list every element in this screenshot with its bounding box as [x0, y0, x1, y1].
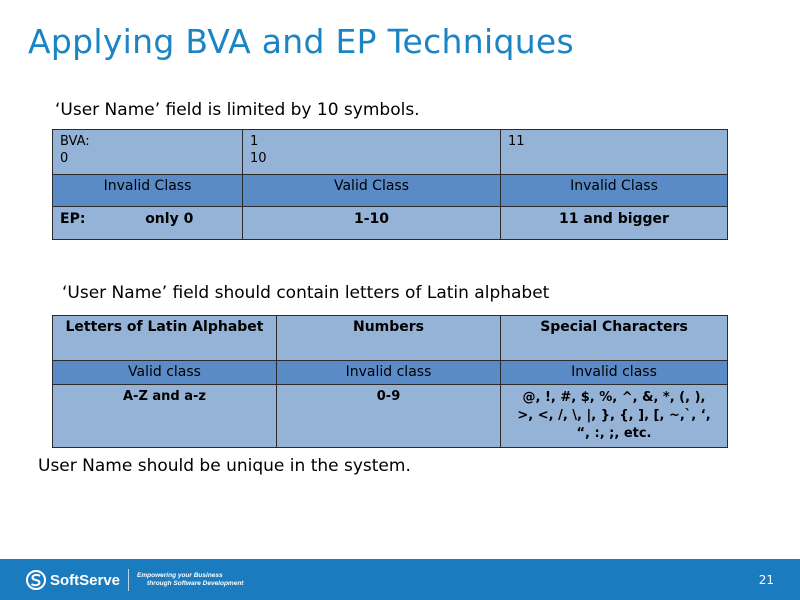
special-characters-cell: @, !, #, $, %, ^, &, *, (, ), >, <, /, \, |, }, {, ], [, ~,`, ‘, “, :, ;, etc.	[501, 385, 728, 448]
cell-line: 1	[250, 134, 259, 149]
softserve-logo	[26, 569, 243, 591]
logo-wordmark: SoftServe	[50, 571, 121, 589]
cell-line: BVA:	[60, 134, 90, 149]
table-cell: 11 and bigger	[501, 207, 728, 240]
table-cell: Invalid Class	[53, 175, 243, 207]
table-cell: 0-9	[277, 385, 501, 448]
table-row	[53, 175, 728, 207]
table-cell	[53, 130, 243, 175]
ep-value: only 0	[145, 211, 194, 227]
table-row	[53, 316, 728, 361]
tagline-line: Empowering your Business	[137, 572, 223, 579]
table-header-cell: Numbers	[277, 316, 501, 361]
table-cell: Invalid Class	[501, 175, 728, 207]
table-cell: Invalid class	[501, 361, 728, 385]
character-class-table	[52, 315, 728, 448]
bva-ep-table	[52, 129, 728, 240]
table-cell: Invalid class	[277, 361, 501, 385]
cell-line: 0	[60, 151, 69, 166]
table-header-cell: Letters of Latin Alphabet	[53, 316, 277, 361]
table-cell: 11	[501, 130, 728, 175]
table-row	[53, 130, 728, 175]
logo-tagline	[137, 572, 243, 588]
table-cell: Valid Class	[243, 175, 501, 207]
table-cell	[243, 130, 501, 175]
table-row	[53, 361, 728, 385]
table-cell: Valid class	[53, 361, 277, 385]
cell-line: 10	[250, 151, 267, 166]
logo-divider	[128, 569, 129, 591]
table-row	[53, 207, 728, 240]
table-cell: 1-10	[243, 207, 501, 240]
uniqueness-note: User Name should be unique in the system.	[38, 456, 411, 476]
slide-title: Applying BVA and EP Techniques	[28, 22, 575, 61]
table-header-cell: Special Characters	[501, 316, 728, 361]
caption-latin-letters: ‘User Name’ field should contain letters of Latin alphabet	[62, 283, 550, 303]
caption-length-limit: ‘User Name’ field is limited by 10 symbols.	[55, 100, 420, 120]
softserve-logo-icon	[26, 570, 46, 590]
ep-label: EP:	[60, 211, 86, 227]
tagline-line: through Software Development	[147, 580, 244, 587]
table-row	[53, 385, 728, 448]
slide-footer	[0, 559, 800, 600]
table-cell: A-Z and a-z	[53, 385, 277, 448]
page-number: 21	[758, 573, 774, 587]
table-cell	[53, 207, 243, 240]
